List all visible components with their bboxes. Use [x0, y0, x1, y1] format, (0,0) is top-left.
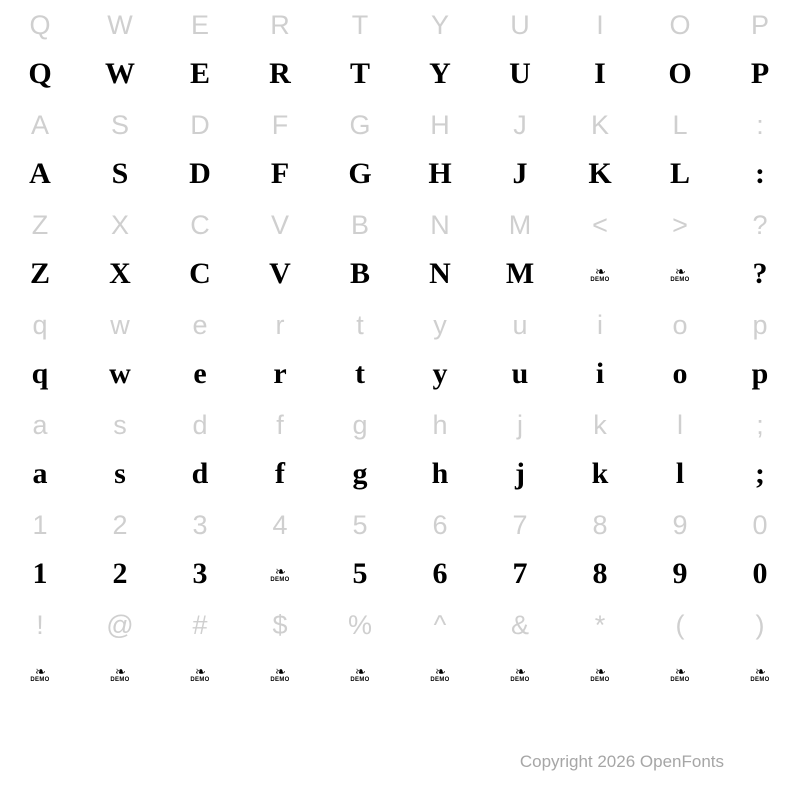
specimen-cell	[640, 200, 720, 300]
specimen-cell	[240, 200, 320, 300]
key-label: ?	[752, 210, 768, 240]
key-label: &	[510, 610, 529, 640]
specimen-cell	[720, 300, 800, 400]
specimen-cell	[240, 600, 320, 700]
ornament-demo-label: DEMO	[350, 676, 370, 683]
key-label: 5	[352, 510, 368, 540]
specimen-cell	[640, 500, 720, 600]
specimen-cell	[480, 200, 560, 300]
specimen-cell	[320, 100, 400, 200]
glyph-sample: r	[273, 357, 287, 390]
glyph-sample: g	[352, 457, 368, 490]
key-label: g	[352, 410, 368, 440]
key-label: M	[508, 210, 532, 240]
specimen-cell	[320, 200, 400, 300]
ornament-demo-label: DEMO	[510, 676, 530, 683]
key-label: 4	[272, 510, 288, 540]
glyph-sample: D	[189, 157, 211, 190]
glyph-sample: A	[29, 157, 51, 190]
demo-ornament-icon	[670, 650, 689, 700]
key-label: %	[347, 610, 372, 640]
key-label: E	[190, 10, 209, 40]
ornament-leaves-icon: ❧	[35, 663, 45, 679]
ornament-leaves-icon: ❧	[435, 663, 445, 679]
specimen-cell	[0, 200, 80, 300]
key-label: Z	[31, 210, 49, 240]
ornament-leaves-icon: ❧	[195, 663, 205, 679]
key-label: h	[432, 410, 448, 440]
glyph-sample: B	[349, 257, 370, 290]
key-label: J	[513, 110, 527, 140]
key-label: I	[596, 10, 604, 40]
specimen-cell	[400, 100, 480, 200]
specimen-cell	[640, 400, 720, 500]
key-label: B	[350, 210, 369, 240]
demo-ornament-icon	[270, 650, 289, 700]
glyph-sample: 1	[32, 557, 48, 590]
specimen-cell	[640, 100, 720, 200]
glyph-sample: U	[509, 57, 531, 90]
glyph-sample: h	[431, 457, 449, 490]
key-label: 0	[752, 510, 768, 540]
demo-ornament-icon	[430, 650, 449, 700]
key-label: a	[32, 410, 48, 440]
key-label: S	[110, 110, 129, 140]
key-label: A	[30, 110, 49, 140]
specimen-cell	[720, 600, 800, 700]
demo-ornament-icon	[590, 250, 609, 300]
key-label: L	[672, 110, 688, 140]
key-label: Q	[29, 10, 51, 40]
key-label: <	[592, 210, 608, 240]
glyph-sample: 3	[192, 557, 208, 590]
demo-ornament-icon	[190, 650, 209, 700]
key-label: 8	[592, 510, 608, 540]
specimen-cell	[640, 300, 720, 400]
ornament-demo-label: DEMO	[670, 676, 690, 683]
glyph-sample: I	[594, 57, 606, 90]
demo-ornament-icon	[510, 650, 529, 700]
specimen-cell	[160, 0, 240, 100]
glyph-sample: j	[515, 457, 525, 490]
specimen-cell	[0, 400, 80, 500]
key-label: k	[593, 410, 607, 440]
key-label: W	[107, 10, 133, 40]
ornament-leaves-icon: ❧	[275, 663, 285, 679]
ornament-leaves-icon: ❧	[355, 663, 365, 679]
key-label: #	[192, 610, 208, 640]
specimen-cell	[0, 0, 80, 100]
glyph-sample: F	[270, 157, 290, 190]
key-label: d	[192, 410, 208, 440]
key-label: H	[430, 110, 450, 140]
ornament-leaves-icon: ❧	[115, 663, 125, 679]
demo-ornament-icon	[30, 650, 49, 700]
glyph-sample: O	[668, 57, 692, 90]
key-label: o	[672, 310, 688, 340]
glyph-sample: ;	[755, 457, 765, 490]
glyph-sample: R	[269, 57, 291, 90]
key-label: 6	[432, 510, 448, 540]
key-label: *	[594, 610, 606, 640]
specimen-cell	[0, 600, 80, 700]
key-label: e	[192, 310, 208, 340]
key-label: ;	[756, 410, 764, 440]
specimen-cell	[480, 100, 560, 200]
specimen-cell	[240, 500, 320, 600]
glyph-sample: 6	[432, 557, 448, 590]
specimen-cell	[240, 400, 320, 500]
glyph-sample: 0	[752, 557, 768, 590]
glyph-sample: 5	[352, 557, 368, 590]
key-label: w	[110, 310, 130, 340]
key-label: R	[270, 10, 290, 40]
ornament-demo-label: DEMO	[750, 676, 770, 683]
ornament-leaves-icon: ❧	[595, 663, 605, 679]
specimen-cell	[320, 0, 400, 100]
glyph-sample: K	[588, 157, 612, 190]
specimen-cell	[160, 100, 240, 200]
glyph-sample: d	[191, 457, 209, 490]
ornament-leaves-icon: ❧	[675, 663, 685, 679]
key-label: l	[677, 410, 683, 440]
key-label: T	[351, 10, 369, 40]
key-label: s	[113, 410, 127, 440]
key-label: $	[272, 610, 288, 640]
glyph-sample: w	[109, 357, 131, 390]
glyph-sample: q	[31, 357, 49, 390]
specimen-cell	[80, 600, 160, 700]
glyph-sample: t	[355, 357, 365, 390]
key-label: f	[276, 410, 284, 440]
ornament-demo-label: DEMO	[270, 676, 290, 683]
glyph-sample: P	[750, 57, 770, 90]
demo-ornament-icon	[270, 550, 289, 600]
key-label: 9	[672, 510, 688, 540]
specimen-cell	[240, 300, 320, 400]
specimen-cell	[560, 600, 640, 700]
specimen-cell	[160, 600, 240, 700]
key-label: G	[349, 110, 371, 140]
specimen-cell	[400, 200, 480, 300]
glyph-sample: V	[269, 257, 291, 290]
key-label: y	[433, 310, 447, 340]
specimen-cell	[320, 300, 400, 400]
key-label: @	[106, 610, 134, 640]
key-label: U	[510, 10, 530, 40]
demo-ornament-icon	[670, 250, 689, 300]
glyph-sample: y	[432, 357, 448, 390]
specimen-cell	[160, 500, 240, 600]
demo-ornament-icon	[110, 650, 129, 700]
specimen-cell	[560, 200, 640, 300]
specimen-cell	[720, 500, 800, 600]
key-label: p	[752, 310, 768, 340]
key-label: V	[270, 210, 289, 240]
glyph-sample: J	[512, 157, 528, 190]
specimen-cell	[320, 500, 400, 600]
key-label: )	[755, 610, 765, 640]
specimen-cell	[720, 200, 800, 300]
key-label: j	[517, 410, 523, 440]
specimen-cell	[400, 300, 480, 400]
glyph-sample: S	[111, 157, 129, 190]
glyph-sample: 9	[672, 557, 688, 590]
copyright-footer: Copyright 2026 OpenFonts	[519, 752, 724, 771]
specimen-cell	[80, 200, 160, 300]
key-label: !	[36, 610, 44, 640]
glyph-sample: Z	[29, 257, 50, 290]
specimen-cell	[640, 0, 720, 100]
ornament-leaves-icon: ❧	[275, 563, 285, 579]
glyph-sample: X	[109, 257, 131, 290]
specimen-cell	[560, 0, 640, 100]
specimen-cell	[400, 0, 480, 100]
key-label: X	[110, 210, 129, 240]
glyph-sample: :	[755, 157, 765, 190]
specimen-cell	[480, 500, 560, 600]
specimen-cell	[0, 300, 80, 400]
key-label: O	[669, 10, 691, 40]
specimen-cell	[480, 400, 560, 500]
specimen-cell	[400, 500, 480, 600]
specimen-cell	[400, 600, 480, 700]
specimen-cell	[560, 100, 640, 200]
key-label: C	[190, 210, 210, 240]
glyph-sample: s	[114, 457, 126, 490]
glyph-sample: o	[672, 357, 688, 390]
specimen-cell	[0, 500, 80, 600]
ornament-leaves-icon: ❧	[515, 663, 525, 679]
key-label: i	[597, 310, 603, 340]
specimen-cell	[320, 400, 400, 500]
ornament-demo-label: DEMO	[590, 276, 610, 283]
glyph-sample: M	[505, 257, 535, 290]
glyph-sample: p	[751, 357, 769, 390]
ornament-leaves-icon: ❧	[755, 663, 765, 679]
glyph-sample: W	[105, 57, 135, 90]
key-label: 1	[32, 510, 48, 540]
ornament-leaves-icon: ❧	[675, 263, 685, 279]
glyph-sample: Q	[28, 57, 52, 90]
glyph-sample: E	[189, 57, 210, 90]
glyph-sample: Y	[429, 57, 451, 90]
ornament-leaves-icon: ❧	[595, 263, 605, 279]
demo-ornament-icon	[350, 650, 369, 700]
glyph-sample: i	[595, 357, 605, 390]
key-label: :	[756, 110, 764, 140]
key-label: (	[675, 610, 685, 640]
specimen-cell	[400, 400, 480, 500]
glyph-sample: L	[669, 157, 690, 190]
specimen-cell	[160, 400, 240, 500]
ornament-demo-label: DEMO	[270, 576, 290, 583]
glyph-sample: l	[675, 457, 685, 490]
glyph-sample: G	[348, 157, 372, 190]
key-label: P	[750, 10, 769, 40]
key-label: K	[590, 110, 609, 140]
specimen-cell	[560, 400, 640, 500]
key-label: Y	[430, 10, 449, 40]
key-label: D	[190, 110, 210, 140]
specimen-cell	[320, 600, 400, 700]
specimen-cell	[480, 600, 560, 700]
glyph-sample: a	[32, 457, 48, 490]
specimen-cell	[80, 100, 160, 200]
key-label: t	[356, 310, 364, 340]
specimen-cell	[640, 600, 720, 700]
specimen-cell	[720, 0, 800, 100]
specimen-cell	[160, 200, 240, 300]
glyph-sample: e	[193, 357, 207, 390]
glyph-sample: 8	[592, 557, 608, 590]
specimen-cell	[480, 0, 560, 100]
demo-ornament-icon	[590, 650, 609, 700]
glyph-sample: 7	[512, 557, 528, 590]
key-label: 3	[192, 510, 208, 540]
specimen-cell	[80, 500, 160, 600]
specimen-cell	[720, 400, 800, 500]
key-label: F	[271, 110, 289, 140]
ornament-demo-label: DEMO	[670, 276, 690, 283]
glyph-sample: 2	[112, 557, 128, 590]
ornament-demo-label: DEMO	[430, 676, 450, 683]
demo-ornament-icon	[750, 650, 769, 700]
ornament-demo-label: DEMO	[110, 676, 130, 683]
key-label: q	[32, 310, 48, 340]
ornament-demo-label: DEMO	[190, 676, 210, 683]
glyph-sample: u	[511, 357, 529, 390]
specimen-cell	[0, 100, 80, 200]
specimen-cell	[720, 100, 800, 200]
specimen-cell	[160, 300, 240, 400]
specimen-cell	[560, 500, 640, 600]
glyph-sample: T	[349, 57, 370, 90]
key-label: r	[275, 310, 285, 340]
glyph-sample: k	[591, 457, 609, 490]
glyph-sample: H	[428, 157, 452, 190]
key-label: ^	[433, 610, 447, 640]
glyph-sample: C	[189, 257, 211, 290]
specimen-cell	[560, 300, 640, 400]
specimen-cell	[240, 0, 320, 100]
glyph-sample: N	[429, 257, 451, 290]
key-label: u	[512, 310, 528, 340]
specimen-cell	[80, 0, 160, 100]
key-label: N	[430, 210, 450, 240]
specimen-cell	[480, 300, 560, 400]
specimen-cell	[80, 300, 160, 400]
glyph-sample: ?	[752, 257, 768, 290]
key-label: >	[672, 210, 688, 240]
key-label: 7	[512, 510, 528, 540]
glyph-sample: f	[275, 457, 285, 490]
key-label: 2	[112, 510, 128, 540]
ornament-demo-label: DEMO	[590, 676, 610, 683]
ornament-demo-label: DEMO	[30, 676, 50, 683]
specimen-cell	[80, 400, 160, 500]
specimen-cell	[240, 100, 320, 200]
